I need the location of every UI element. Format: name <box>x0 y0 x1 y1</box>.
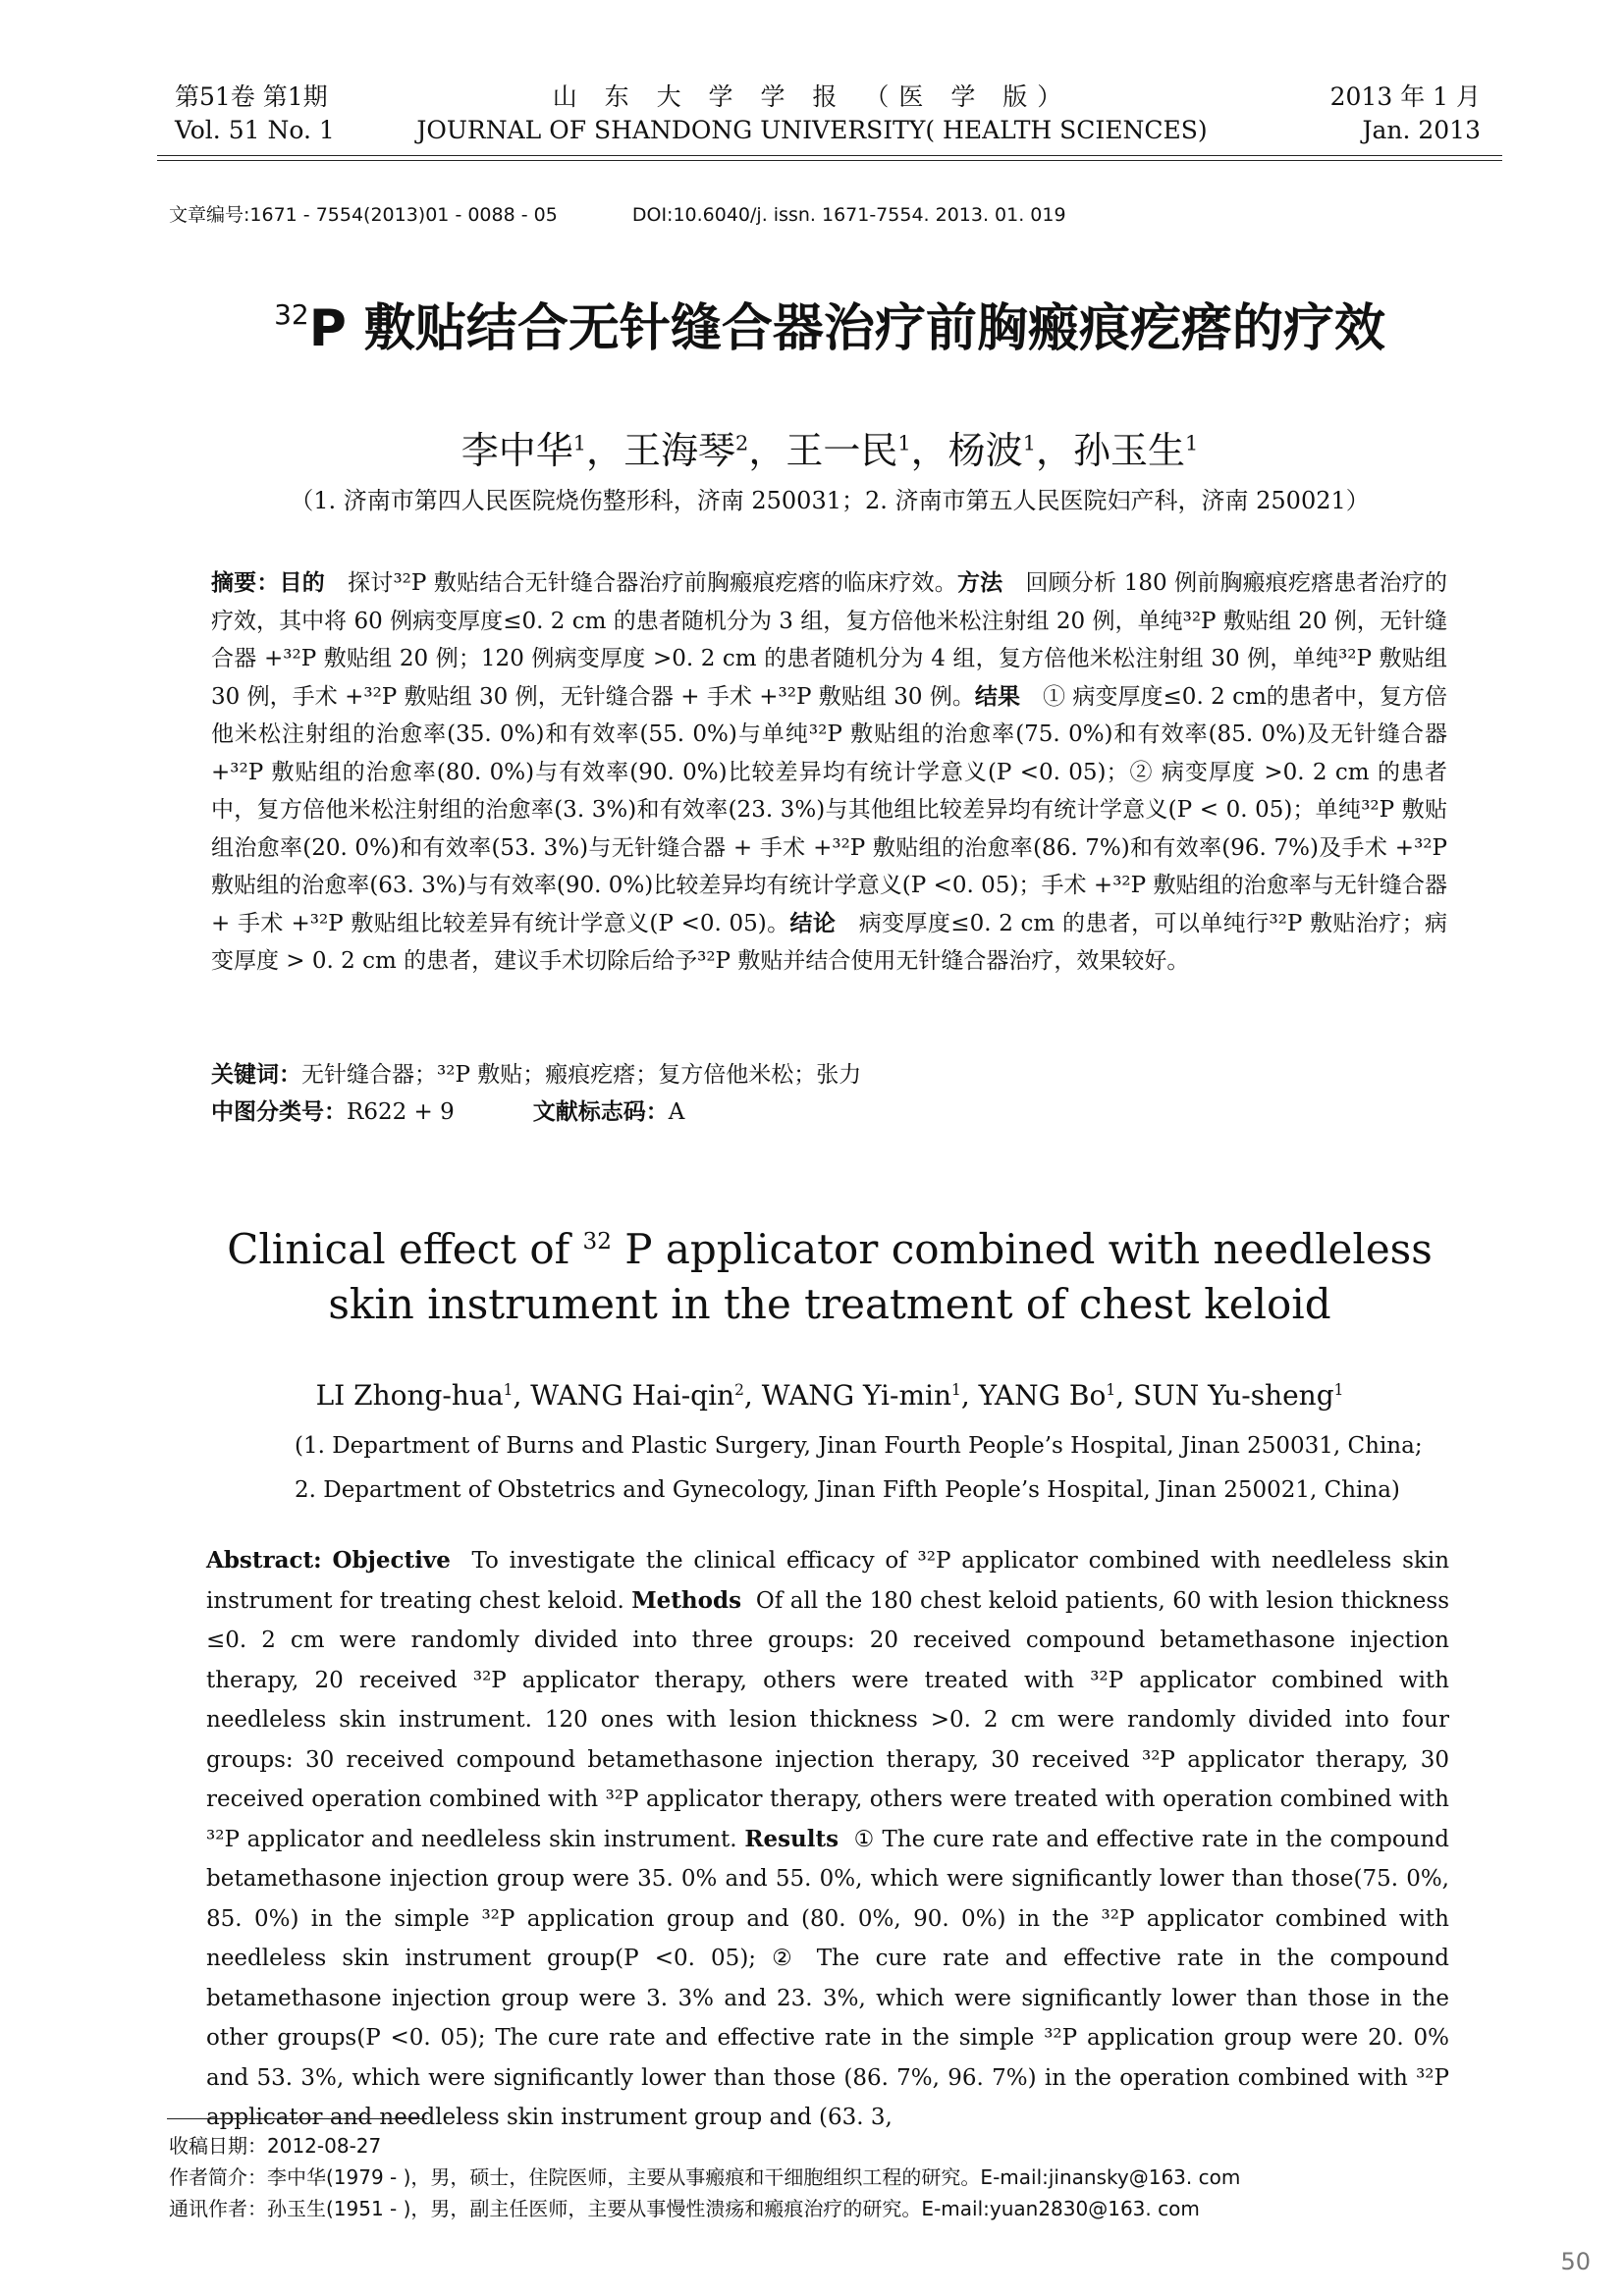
methods-cn: 回顾分析 180 例前胸瘢痕疙瘩患者治疗的疗效，其中将 60 例病变厚度≤0. 2 cm 的患者随机分为 3 组，复方倍他米松注射组 20 例，单纯³²P 敷贴组 20 例，无针缝合器 +³²P 敷贴组 20 例；120 例病变厚度 >0. 2 cm 的患者随机分为 4 组，复方倍他米松注射组 30 例，单纯³²P 敷贴组 30 例，手术 +³²P 敷贴组 30 例，无针缝合器 + 手术 +³²P 敷贴组 30 例。 <box>211 570 1448 710</box>
author-cn: 李中华 <box>460 429 573 472</box>
author-en-aff: 1 <box>503 1381 514 1399</box>
volume-en: Vol. 51 No. 1 <box>175 116 335 144</box>
author-en-aff: 2 <box>734 1381 744 1399</box>
affiliations-en <box>295 1424 1473 1513</box>
objective-cn: 探讨³²P 敷贴结合无针缝合器治疗前胸瘢痕疙瘩的临床疗效。 <box>348 570 957 596</box>
author-cn: 王一民 <box>785 429 898 472</box>
abstract-en-label: Abstract: <box>206 1547 322 1574</box>
keywords-cn-text: 无针缝合器；³²P 敷贴；瘢痕疙瘩；复方倍他米松；张力 <box>301 1062 862 1088</box>
keywords-cn <box>211 1056 1447 1094</box>
journal-name <box>412 80 1212 147</box>
classification-cn <box>211 1094 1447 1131</box>
title-cn <box>157 287 1502 360</box>
received-date: 收稿日期：2012-08-27 <box>169 2134 382 2158</box>
date-cn: 2013 年 1 月 <box>1329 82 1481 111</box>
doi: DOI:10.6040/j. issn. 1671-7554. 2013. 01. 019 <box>631 204 1066 226</box>
objective-en: To investigate the clinical efficacy of ³²P applicator combined with needleless skin instrument for treating chest keloid. <box>206 1548 1450 1614</box>
affiliation-en-1: (1. Department of Burns and Plastic Surgery, Jinan Fourth People’s Hospital, Jinan 250031, China; <box>295 1433 1423 1459</box>
corresponding-author <box>169 2193 1240 2224</box>
header-rule <box>157 155 1502 156</box>
author-en: SUN Yu-sheng <box>1132 1379 1334 1412</box>
volume-cn: 第51卷 第1期 <box>175 82 328 111</box>
author-bio-text: 李中华(1979 - )，男，硕士，住院医师，主要从事瘢痕和干细胞组织工程的研究。E-mail:jinansky@163. com <box>267 2165 1241 2189</box>
author-bio-label: 作者简介： <box>169 2165 267 2189</box>
title-en-post: P applicator combined with needleless <box>611 1225 1433 1273</box>
author-cn: 孙玉生 <box>1073 429 1186 472</box>
author-en: LI Zhong-hua <box>315 1379 504 1412</box>
title-en-pre: Clinical effect of <box>227 1225 583 1273</box>
author-en-aff: 1 <box>1106 1381 1116 1399</box>
results-cn-label: 结果 <box>974 683 1020 710</box>
title-en <box>157 1214 1502 1332</box>
keywords-cn-label: 关键词： <box>211 1062 301 1088</box>
journal-date <box>1330 80 1481 147</box>
author-cn: 杨波 <box>947 429 1023 472</box>
abstract-en <box>206 1541 1449 2138</box>
methods-cn-label: 方法 <box>956 570 1003 596</box>
title-en-line1 <box>157 1214 1502 1277</box>
header-rule-thin <box>157 160 1502 161</box>
methods-en-label: Methods <box>631 1586 742 1614</box>
footnote-rule <box>167 2118 427 2119</box>
abstract-cn-label: 摘要： <box>211 570 280 596</box>
conclusion-cn: 病变厚度≤0. 2 cm 的患者，可以单纯行³²P 敷贴治疗；病变厚度 > 0. 2 cm 的患者，建议手术切除后给予³²P 敷贴并结合使用无针缝合器治疗，效果较好。 <box>211 910 1448 974</box>
date-en: Jan. 2013 <box>1362 116 1481 144</box>
author-en: WANG Yi-min <box>761 1379 952 1412</box>
affiliation-en-2: 2. Department of Obstetrics and Gynecology, Jinan Fifth People’s Hospital, Jinan 250021, China) <box>295 1477 1400 1503</box>
title-cn-sup: 32 <box>274 298 309 331</box>
page-number: 50 <box>1560 2248 1591 2275</box>
objective-cn-label: 目的 <box>279 570 325 596</box>
keywords-block <box>211 1056 1447 1131</box>
journal-volume-issue <box>175 80 335 147</box>
abstract-cn <box>211 564 1447 981</box>
conclusion-cn-label: 结论 <box>789 910 837 936</box>
doc-code-label: 文献标志码： <box>532 1099 669 1125</box>
author-cn-aff: 1 <box>572 431 586 455</box>
clc-value: R622 + 9 <box>347 1099 455 1125</box>
objective-en-label: Objective <box>332 1547 451 1574</box>
author-en: WANG Hai-qin <box>530 1379 735 1412</box>
article-number: 文章编号:1671 - 7554(2013)01 - 0088 - 05 <box>169 204 558 226</box>
author-cn-aff: 2 <box>735 431 749 455</box>
authors-cn: 李中华$^1$，王海琴$^2$，王一民$^1$，杨波$^1$，孙玉生$^1$ <box>460 429 1199 472</box>
journal-name-en: JOURNAL OF SHANDONG UNIVERSITY( HEALTH SCIENCES) <box>416 116 1208 144</box>
author-cn-aff: 1 <box>1185 431 1199 455</box>
results-cn: ① 病变厚度≤0. 2 cm的患者中，复方倍他米松注射组的治愈率(35. 0%)和有效率(55. 0%)与单纯³²P 敷贴组的治愈率(75. 0%)和有效率(85. 0%)及无针缝合器 +³²P 敷贴组的治愈率(80. 0%)与有效率(90. 0%)比较差异均有统计学意义(P <0. 05)；② 病变厚度 >0. 2 cm 的患者中，复方倍他米松注射组的治愈率(3. 3%)和有效率(23. 3%)与其他组比较差异均有统计学意义(P < 0. 05)；单纯³²P 敷贴组治愈率(20. 0%)和有效率(53. 3%)与无针缝合器 + 手术 +³²P 敷贴组的治愈率(86. 7%)和有效率(96. 7%)及手术 +³²P 敷贴组的治愈率(63. 3%)与有效率(90. 0%)比较差异均有统计学意义(P <0. 05)；手术 +³²P 敷贴组的治愈率与无针缝合器 + 手术 +³²P 敷贴组比较差异有统计学意义(P <0. 05)。 <box>211 683 1448 936</box>
affiliations-cn: （1. 济南市第四人民医院烧伤整形科，济南 250031；2. 济南市第五人民医院妇产科，济南 250021） <box>290 487 1370 514</box>
title-en-sup: 32 <box>582 1229 612 1255</box>
authors-en: LI Zhong-hua$^1$, WANG Hai-qin$^2$, WANG $Yi-\min^1$, YANG Bo$^1$, SUN Yu-sheng$^1$ <box>315 1379 1344 1412</box>
author-cn-aff: 1 <box>1022 431 1036 455</box>
methods-en: Of all the 180 chest keloid patients, 60 with lesion thickness ≤0. 2 cm were randomly divided into three groups: 20 received compound betamethasone injection therapy, 20 received ³²P applicator therapy, others were treated with ³²P applicator combined with needleless skin instrument. 120 ones with lesion thickness >0. 2 cm were randomly divided into four groups: 30 received compound betamethasone injection therapy, 30 received ³²P applicator therapy, 30 received operation combined with ³²P applicator therapy, others were treated with operation combined with ³²P applicator and needleless skin instrument. <box>206 1587 1449 1852</box>
author-cn: 王海琴 <box>623 429 736 472</box>
article-meta <box>169 200 1135 227</box>
author-en-aff: 1 <box>951 1381 961 1399</box>
journal-name-cn: 山 东 大 学 学 报 （医 学 版） <box>552 82 1072 111</box>
title-cn-text: P 敷贴结合无针缝合器治疗前胸瘢痕疙瘩的疗效 <box>308 299 1385 358</box>
clc-label: 中图分类号： <box>211 1099 347 1125</box>
author-bio <box>169 2162 1240 2193</box>
author-en-aff: 1 <box>1333 1381 1344 1399</box>
results-en-label: Results <box>744 1825 839 1852</box>
results-en: ① The cure rate and effective rate in the compound betamethasone injection group were 35. 0% and 55. 0%, which were significantly lower than those(75. 0%, 85. 0%) in the simple ³²P application group and (80. 0%, 90. 0%) in the ³²P applicator combined with needleless skin instrument group(P <0. 05); ② The cure rate and effective rate in the compound betamethasone injection group were 3. 3% and 23. 3%, which were significantly lower than those in the other groups(P <0. 05); The cure rate and effective rate in the simple ³²P application group were 20. 0% and 53. 3%, which were significantly lower than those (86. 7%, 96. 7%) in the operation combined with ³²P applicator and needleless skin instrument group and (63. 3, <box>206 1826 1450 2130</box>
author-en: YANG Bo <box>978 1379 1107 1412</box>
footnotes <box>169 2130 1240 2224</box>
doc-code-value: A <box>668 1099 685 1125</box>
corr-text: 孙玉生(1951 - )，男，副主任医师，主要从事慢性溃疡和瘢痕治疗的研究。E-mail:yuan2830@163. com <box>267 2197 1200 2220</box>
corr-label: 通讯作者： <box>169 2197 267 2220</box>
author-cn-aff: 1 <box>897 431 911 455</box>
title-en-line2: skin instrument in the treatment of chest keloid <box>328 1280 1331 1328</box>
